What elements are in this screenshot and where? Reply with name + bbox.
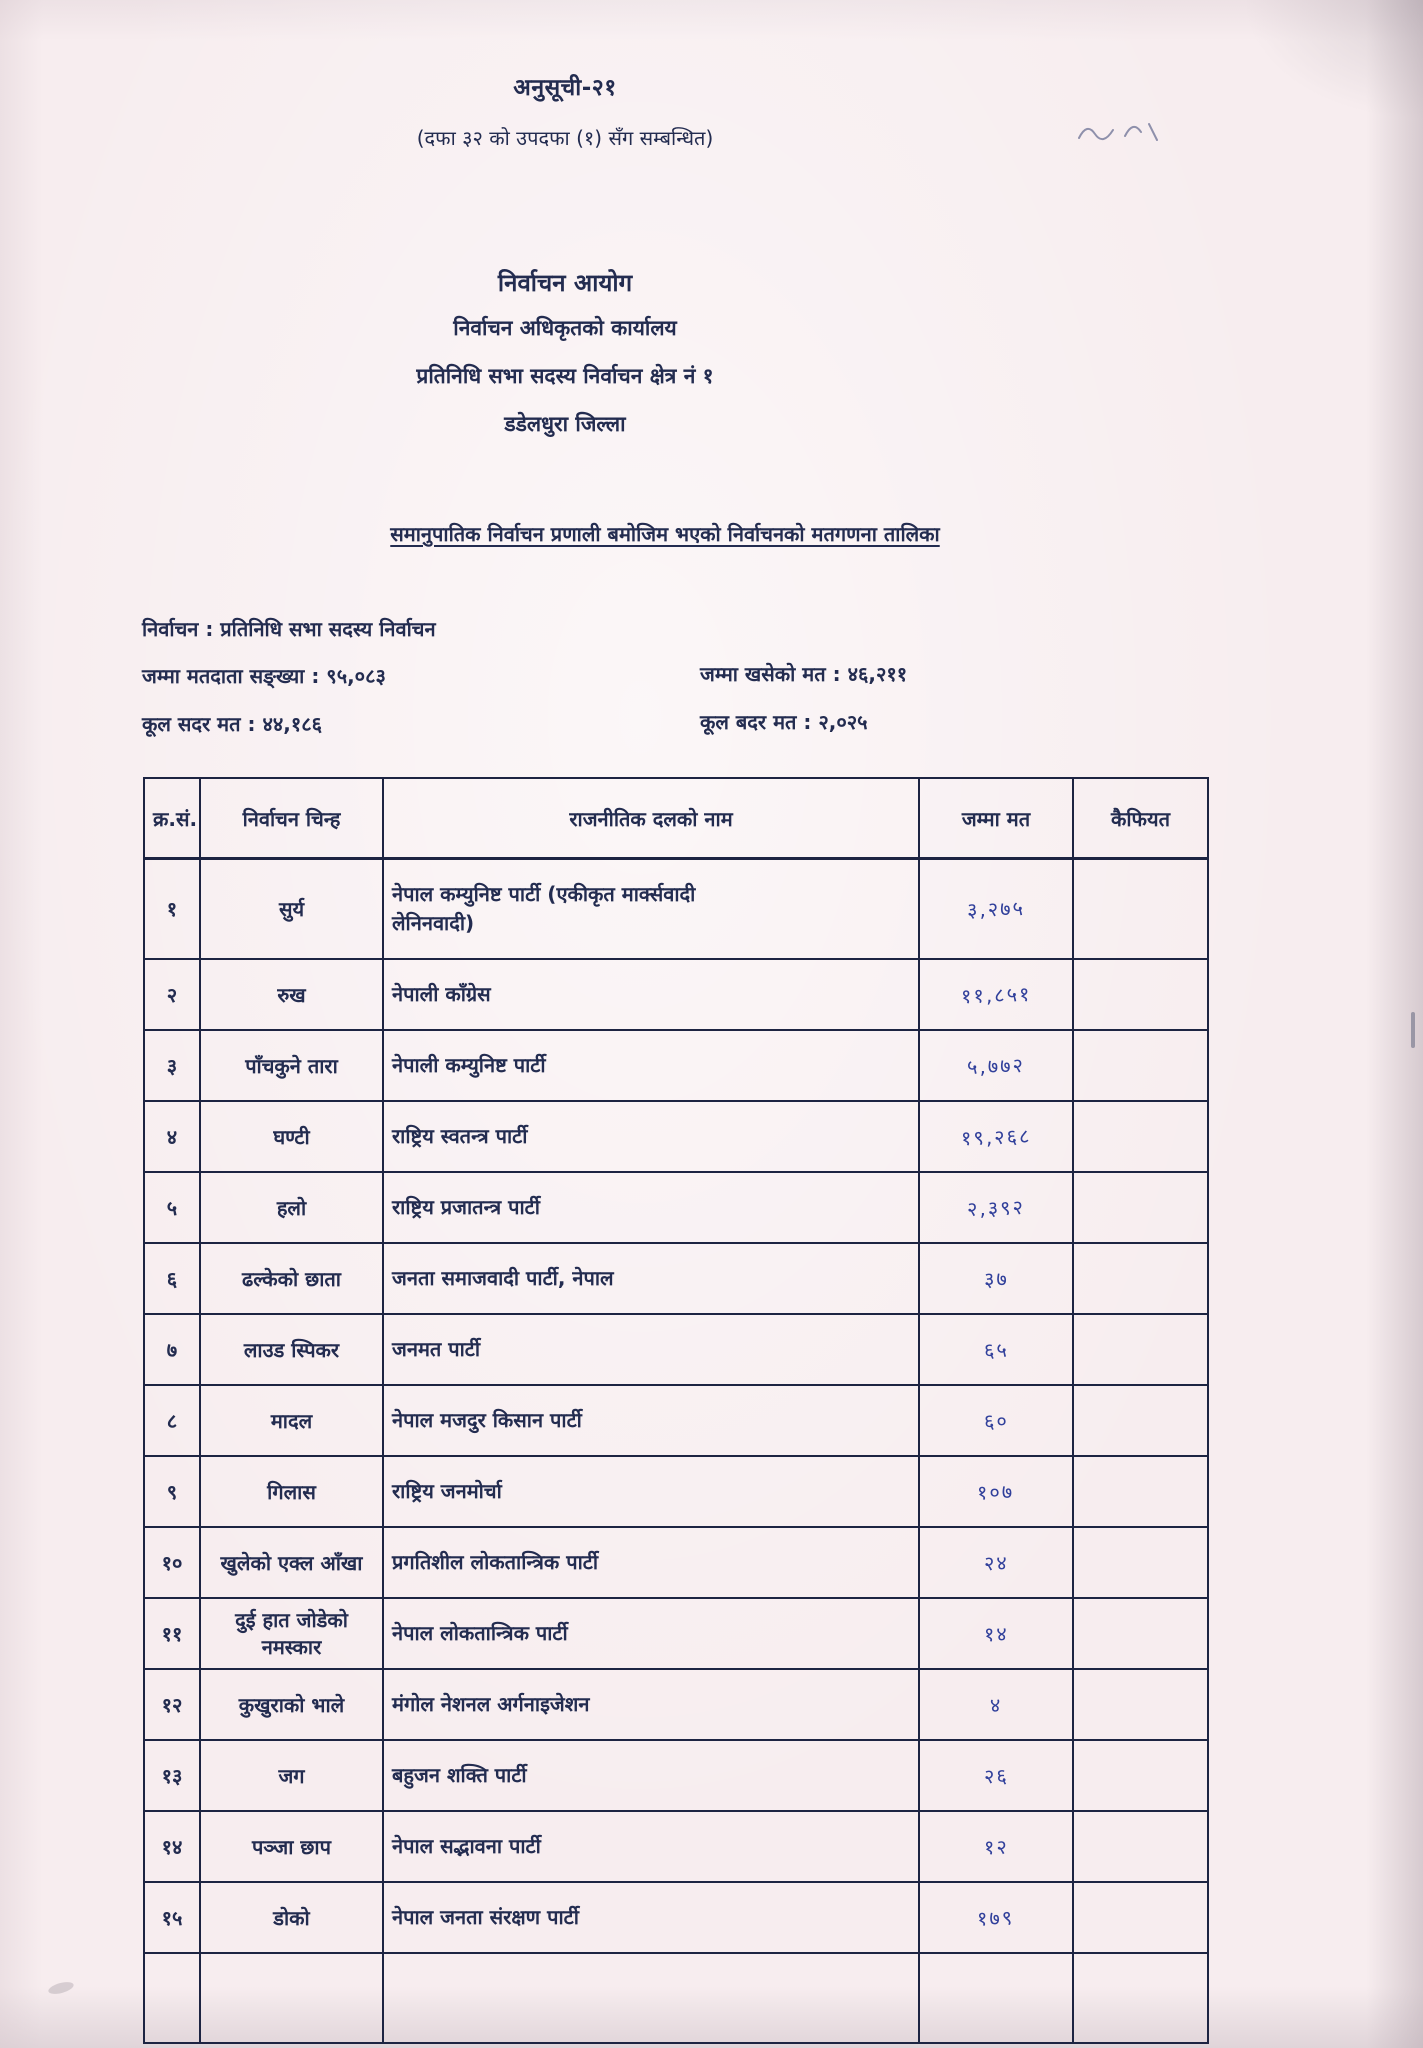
row-remarks: [1073, 1172, 1208, 1243]
row-remarks: [1073, 1882, 1208, 1953]
row-remarks: [1073, 1740, 1208, 1811]
row-sn: १: [144, 859, 200, 959]
row-sn: ३: [144, 1030, 200, 1101]
row-party: मंगोल नेशनल अर्गनाइजेशन: [383, 1669, 919, 1740]
table-row: [144, 1527, 1208, 1598]
row-votes-handwritten: ६५: [983, 1337, 1009, 1362]
row-symbol: [200, 1953, 383, 2043]
row-sn: ११: [144, 1598, 200, 1669]
row-votes-handwritten: २६: [983, 1763, 1009, 1788]
row-symbol: दुई हात जोडेको नमस्कार: [200, 1598, 383, 1669]
row-party: [383, 1953, 919, 2043]
row-remarks: [1073, 1811, 1208, 1882]
row-sn: १०: [144, 1527, 200, 1598]
district-line: डडेलधुरा जिल्ला: [504, 412, 626, 436]
row-symbol: खुलेको एक्ल आँखा: [200, 1527, 383, 1598]
row-votes-handwritten: ५,७७२: [966, 1052, 1026, 1079]
row-symbol: जग: [200, 1740, 383, 1811]
table-row: [144, 1101, 1208, 1172]
header-party: राजनीतिक दलको नाम: [383, 778, 919, 859]
row-symbol: लाउड स्पिकर: [200, 1314, 383, 1385]
row-symbol: गिलास: [200, 1456, 383, 1527]
scan-edge-mark: [1411, 1012, 1415, 1048]
scan-smudge: [47, 1980, 75, 1996]
table-row: [144, 1669, 1208, 1740]
header-sn: क्र.सं.: [144, 778, 200, 859]
table-row: [144, 1456, 1208, 1527]
table-row: [144, 959, 1208, 1030]
row-sn: ८: [144, 1385, 200, 1456]
row-votes-handwritten: १४: [983, 1621, 1009, 1646]
row-votes-handwritten: १२: [983, 1834, 1009, 1859]
table-row: [144, 1811, 1208, 1882]
row-remarks: [1073, 1314, 1208, 1385]
row-symbol: ढल्केको छाता: [200, 1243, 383, 1314]
table-row: [144, 1030, 1208, 1101]
row-party: नेपाल कम्युनिष्ट पार्टी (एकीकृत मार्क्सवादी लेनिनवादी): [392, 881, 696, 935]
schedule-subtitle: (दफा ३२ को उपदफा (१) सँग सम्बन्धित): [416, 126, 714, 150]
table-title: समानुपातिक निर्वाचन प्रणाली बमोजिम भएको निर्वाचनको मतगणना तालिका: [390, 522, 940, 546]
total-invalid-votes: कूल बदर मत : २,०२५: [700, 710, 868, 734]
row-sn: १३: [144, 1740, 200, 1811]
row-votes-handwritten: २,३९२: [966, 1194, 1026, 1221]
scan-corner-shadow: [1243, 0, 1423, 120]
row-symbol: पाँचकुने तारा: [200, 1030, 383, 1101]
row-symbol: हलो: [200, 1172, 383, 1243]
row-votes-handwritten: १०७: [977, 1478, 1016, 1505]
row-party: नेपाल जनता संरक्षण पार्टी: [383, 1882, 919, 1953]
constituency-line: प्रतिनिधि सभा सदस्य निर्वाचन क्षेत्र नं १: [416, 364, 714, 388]
table-row: [144, 1243, 1208, 1314]
row-symbol: घण्टी: [200, 1101, 383, 1172]
total-voters: जम्मा मतदाता सङ्ख्या : ९५,०८३: [142, 664, 386, 688]
row-symbol: कुखुराको भाले: [200, 1669, 383, 1740]
table-row: [144, 1385, 1208, 1456]
vote-count-table: [143, 777, 1209, 2044]
row-remarks: [1073, 1598, 1208, 1669]
header-remarks: कैफियत: [1073, 778, 1208, 859]
row-remarks: [1073, 1243, 1208, 1314]
row-party: राष्ट्रिय जनमोर्चा: [383, 1456, 919, 1527]
row-symbol: डोको: [200, 1882, 383, 1953]
row-sn: ७: [144, 1314, 200, 1385]
row-remarks: [1073, 1669, 1208, 1740]
row-remarks: [1073, 1030, 1208, 1101]
row-sn: १२: [144, 1669, 200, 1740]
row-sn: १४: [144, 1811, 200, 1882]
header-votes: जम्मा मत: [919, 778, 1073, 859]
row-symbol: पञ्जा छाप: [200, 1811, 383, 1882]
row-party: नेपाल लोकतान्त्रिक पार्टी: [383, 1598, 919, 1669]
row-votes: [919, 1953, 1073, 2043]
row-party: नेपाली काँग्रेस: [383, 959, 919, 1030]
office-name: निर्वाचन अधिकृतको कार्यालय: [453, 316, 677, 340]
row-sn: ६: [144, 1243, 200, 1314]
table-row: [144, 1740, 1208, 1811]
schedule-title: अनुसूची-२१: [513, 75, 617, 101]
row-votes-handwritten: ११,८५१: [960, 981, 1032, 1008]
row-sn: ९: [144, 1456, 200, 1527]
table-row: [144, 1172, 1208, 1243]
row-symbol: सुर्य: [200, 859, 383, 959]
row-party: प्रगतिशील लोकतान्त्रिक पार्टी: [383, 1527, 919, 1598]
row-votes-handwritten: १९,२६८: [960, 1123, 1032, 1150]
row-remarks: [1073, 1456, 1208, 1527]
table-row: [144, 1598, 1208, 1669]
row-votes-handwritten: २४: [983, 1550, 1009, 1575]
row-party: नेपाल मजदुर किसान पार्टी: [383, 1385, 919, 1456]
table-row-empty: [144, 1953, 1208, 2043]
row-party: नेपाली कम्युनिष्ट पार्टी: [383, 1030, 919, 1101]
table-row: [144, 1882, 1208, 1953]
header-symbol: निर्वाचन चिन्ह: [200, 778, 383, 859]
row-remarks: [1073, 859, 1208, 959]
row-sn: १५: [144, 1882, 200, 1953]
org-name: निर्वाचन आयोग: [497, 269, 633, 297]
row-votes-handwritten: ४: [989, 1692, 1003, 1717]
row-sn: [144, 1953, 200, 2043]
table-header-row: [144, 778, 1208, 859]
row-party: बहुजन शक्ति पार्टी: [383, 1740, 919, 1811]
row-party: जनता समाजवादी पार्टी, नेपाल: [383, 1243, 919, 1314]
row-party: राष्ट्रिय प्रजातन्त्र पार्टी: [383, 1172, 919, 1243]
row-symbol: मादल: [200, 1385, 383, 1456]
row-votes-handwritten: १७९: [977, 1904, 1016, 1931]
row-party: नेपाल सद्भावना पार्टी: [383, 1811, 919, 1882]
row-remarks: [1073, 1527, 1208, 1598]
total-votes-cast: जम्मा खसेको मत : ४६,२११: [700, 662, 908, 686]
row-votes-handwritten: ३७: [983, 1266, 1009, 1291]
row-symbol: रुख: [200, 959, 383, 1030]
row-remarks: [1073, 1385, 1208, 1456]
row-votes-handwritten: ३,२७५: [966, 896, 1026, 923]
row-party: जनमत पार्टी: [383, 1314, 919, 1385]
row-votes-handwritten: ६०: [983, 1408, 1009, 1433]
row-sn: ५: [144, 1172, 200, 1243]
row-sn: २: [144, 959, 200, 1030]
row-party: राष्ट्रिय स्वतन्त्र पार्टी: [383, 1101, 919, 1172]
row-remarks: [1073, 1953, 1208, 2043]
row-remarks: [1073, 1101, 1208, 1172]
table-row: [144, 859, 1208, 959]
row-sn: ४: [144, 1101, 200, 1172]
total-valid-votes: कूल सदर मत : ४४,१८६: [142, 712, 323, 736]
election-line: निर्वाचन : प्रतिनिधि सभा सदस्य निर्वाचन: [142, 617, 436, 641]
row-remarks: [1073, 959, 1208, 1030]
table-row: [144, 1314, 1208, 1385]
